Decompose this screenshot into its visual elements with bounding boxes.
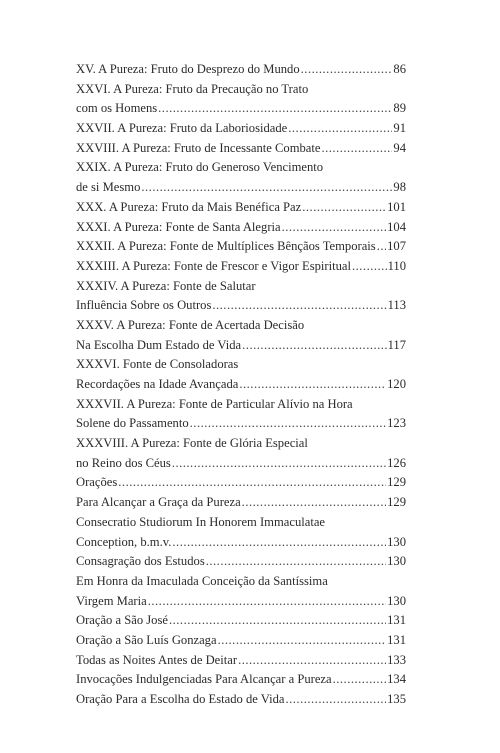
toc-entry-page-number: 101 (387, 199, 406, 214)
toc-entry-title: Consagração dos Estudos (76, 554, 205, 569)
toc-entry (76, 336, 406, 356)
dot-leader (141, 178, 392, 198)
dot-leader (172, 533, 386, 553)
toc-entry-title: Orações (76, 475, 118, 490)
toc-entry-title: Virgem Maria (76, 593, 147, 608)
toc-entry-page-number: 107 (387, 239, 406, 254)
toc-entry (76, 473, 406, 493)
toc-entry-title: Invocações Indulgenciadas Para Alcançar a Pureza (76, 672, 332, 687)
toc-entry-page-number: 110 (387, 258, 406, 273)
toc-entry-title: Solene do Passamento (76, 416, 189, 431)
toc-entry-title: XXVII. A Pureza: Fruto da Laboriosidade (76, 121, 288, 136)
toc-entry (76, 454, 406, 474)
toc-entry-page-number: 135 (387, 692, 406, 706)
toc-entry (76, 158, 406, 178)
toc-entry (76, 80, 406, 100)
toc-entry-title: XXXVII. A Pureza: Fonte de Particular Alívio na Hora (76, 396, 353, 411)
dot-leader (242, 493, 386, 513)
toc-entry-page-number: 131 (387, 632, 406, 647)
toc-entry-title: XXXIV. A Pureza: Fonte de Salutar (76, 278, 256, 293)
dot-leader (288, 119, 392, 139)
dot-leader (285, 690, 386, 710)
toc-entry (76, 375, 406, 395)
toc-entry-title: Oração Para a Escolha do Estado de Vida (76, 692, 285, 706)
toc-entry-title: Influência Sobre os Outros (76, 298, 212, 313)
dot-leader (377, 237, 386, 257)
toc-entry (76, 316, 406, 336)
toc-entry (76, 651, 406, 671)
toc-entry (76, 572, 406, 592)
toc-entry (76, 552, 406, 572)
toc-entry-title: XXX. A Pureza: Fruto da Mais Benéfica Paz (76, 199, 302, 214)
toc-entry-title: XXXII. A Pureza: Fonte de Multíplices Bênçãos Temporais (76, 239, 376, 254)
dot-leader (148, 592, 386, 612)
dot-leader (333, 670, 387, 690)
toc-entry-title: XXXIII. A Pureza: Fonte de Frescor e Vigor Espiritual (76, 258, 351, 273)
table-of-contents (76, 60, 406, 710)
toc-entry (76, 218, 406, 238)
toc-entry (76, 395, 406, 415)
toc-entry-page-number: 120 (387, 377, 406, 391)
dot-leader (158, 99, 392, 119)
toc-entry-page-number: 91 (393, 121, 406, 136)
toc-entry-page-number: 129 (387, 475, 406, 490)
toc-entry-page-number: 123 (387, 416, 406, 431)
toc-entry-page-number: 134 (387, 672, 406, 687)
toc-entry-page-number: 126 (387, 455, 406, 470)
toc-entry (76, 414, 406, 434)
dot-leader (206, 552, 386, 572)
dot-leader (321, 139, 392, 159)
toc-entry-title: Em Honra da Imaculada Conceição da Santíssima (76, 573, 328, 588)
toc-entry-title: com os Homens (76, 101, 158, 116)
dot-leader (169, 611, 386, 631)
toc-entry (76, 60, 406, 80)
toc-entry-title: Oração a São José (76, 613, 168, 628)
toc-entry-title: XXXVIII. A Pureza: Fonte de Glória Especial (76, 436, 308, 451)
toc-entry (76, 631, 406, 651)
toc-entry (76, 99, 406, 119)
toc-entry-title: Todas as Noites Antes de Deitar (76, 652, 238, 667)
toc-entry-page-number: 113 (387, 298, 406, 313)
toc-entry (76, 670, 406, 690)
toc-entry-page-number: 130 (387, 593, 406, 608)
toc-entry (76, 513, 406, 533)
toc-entry (76, 257, 406, 277)
dot-leader (301, 60, 393, 80)
toc-entry (76, 493, 406, 513)
toc-entry-title: XXXV. A Pureza: Fonte de Acertada Decisão (76, 317, 305, 332)
toc-entry (76, 355, 406, 375)
toc-entry (76, 237, 406, 257)
toc-entry (76, 690, 406, 710)
toc-entry-title: XXXVI. Fonte de Consoladoras (76, 357, 239, 372)
toc-entry-title: XXIX. A Pureza: Fruto do Generoso Vencimento (76, 160, 324, 175)
toc-entry (76, 277, 406, 297)
dot-leader (118, 473, 386, 493)
toc-entry-title: Conception, b.m.v. (76, 534, 172, 549)
toc-entry (76, 198, 406, 218)
toc-entry (76, 611, 406, 631)
toc-entry-title: Para Alcançar a Graça da Pureza (76, 495, 241, 510)
toc-entry-title: XV. A Pureza: Fruto do Desprezo do Mundo (76, 62, 300, 76)
toc-entry (76, 533, 406, 553)
toc-entry-title: Na Escolha Dum Estado de Vida (76, 337, 242, 352)
toc-entry (76, 178, 406, 198)
toc-entry-title: Recordações na Idade Avançada (76, 377, 239, 391)
toc-entry-title: XXXI. A Pureza: Fonte de Santa Alegria (76, 219, 281, 234)
toc-entry-page-number: 98 (393, 180, 406, 195)
toc-entry-page-number: 130 (387, 534, 406, 549)
toc-entry-page-number: 94 (393, 140, 406, 155)
dot-leader (172, 454, 386, 474)
dot-leader (218, 631, 387, 651)
dot-leader (352, 257, 387, 277)
toc-entry-page-number: 89 (393, 101, 406, 116)
toc-entry-page-number: 131 (387, 613, 406, 628)
toc-entry-page-number: 104 (387, 219, 406, 234)
toc-entry-page-number: 129 (387, 495, 406, 510)
toc-entry-title: de si Mesmo (76, 180, 141, 195)
dot-leader (212, 296, 386, 316)
toc-entry-title: no Reino dos Céus (76, 455, 171, 470)
toc-entry (76, 434, 406, 454)
dot-leader (239, 375, 386, 395)
toc-entry-title: Oração a São Luís Gonzaga (76, 632, 217, 647)
toc-entry-page-number: 133 (387, 652, 406, 667)
toc-entry (76, 119, 406, 139)
toc-entry-title: XXVIII. A Pureza: Fruto de Incessante Combate (76, 140, 321, 155)
toc-entry-page-number: 130 (387, 554, 406, 569)
toc-entry-title: Consecratio Studiorum In Honorem Immaculatae (76, 514, 326, 529)
toc-entry (76, 139, 406, 159)
dot-leader (190, 414, 386, 434)
toc-entry-page-number: 86 (393, 62, 406, 76)
dot-leader (242, 336, 386, 356)
dot-leader (302, 198, 386, 218)
toc-entry-page-number: 117 (387, 337, 406, 352)
dot-leader (282, 218, 387, 238)
toc-entry-title: XXVI. A Pureza: Fruto da Precaução no Trato (76, 81, 309, 96)
toc-entry (76, 296, 406, 316)
toc-entry (76, 592, 406, 612)
dot-leader (238, 651, 386, 671)
